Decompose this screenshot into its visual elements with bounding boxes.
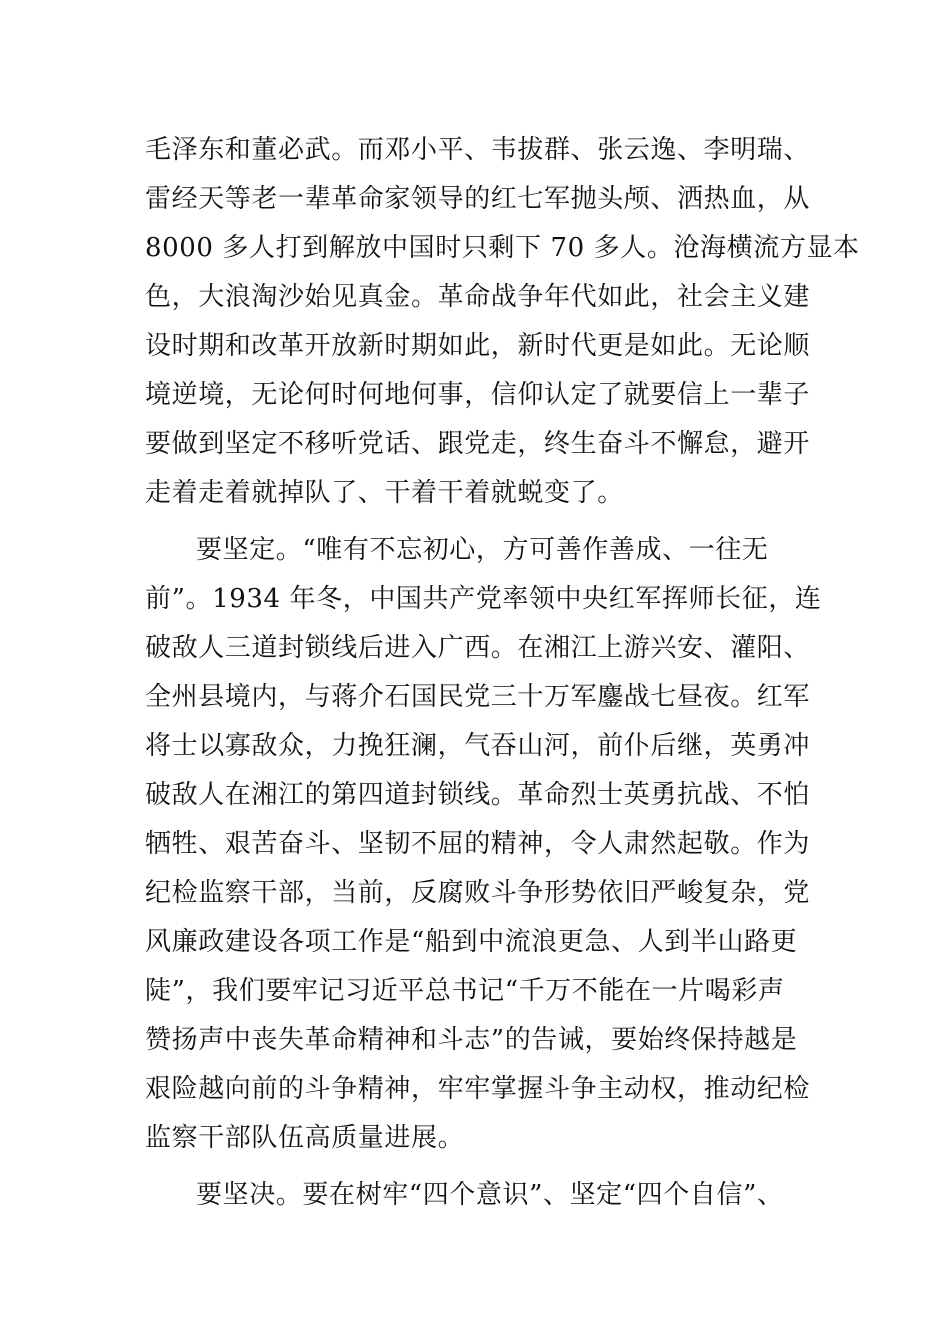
p1-line-2: 雷经天等老一辈革命家领导的红七军抛头颅、洒热血，从 [145,184,811,214]
p1-line-1: 毛泽东和董必武。而邓小平、韦拔群、张云逸、李明瑞、 [145,135,811,165]
p2-line-1: 要坚定。“唯有不忘初心，方可善作善成、一往无 [196,535,769,565]
p3-line-1: 要坚决。要在树牢“四个意识”、坚定“四个自信”、 [196,1180,784,1210]
p2-line-2: 前”。1934 年冬，中国共产党率领中央红军挥师长征，连 [145,584,822,614]
p2-line-9: 风廉政建设各项工作是“船到中流浪更急、人到半山路更 [145,927,798,957]
p2-line-4: 全州县境内，与蒋介石国民党三十万军鏖战七昼夜。红军 [145,682,811,712]
p1-line-6: 境逆境，无论何时何地何事，信仰认定了就要信上一辈子 [145,380,811,410]
p1-line-3: 8000 多人打到解放中国时只剩下 70 多人。沧海横流方显本 [145,233,860,263]
p2-line-7: 牺牲、艰苦奋斗、坚韧不屈的精神，令人肃然起敬。作为 [145,829,811,859]
p2-line-5: 将士以寡敌众，力挽狂澜，气吞山河，前仆后继，英勇冲 [145,731,811,761]
p2-line-10: 陡”，我们要牢记习近平总书记“千万不能在一片喝彩声 [145,976,785,1006]
p2-line-8: 纪检监察干部，当前，反腐败斗争形势依旧严峻复杂，党 [145,878,811,908]
p1-line-8: 走着走着就掉队了、干着干着就蜕变了。 [145,478,624,508]
p1-line-4: 色，大浪淘沙始见真金。革命战争年代如此，社会主义建 [145,282,811,312]
p2-line-11: 赞扬声中丧失革命精神和斗志”的告诫，要始终保持越是 [145,1025,798,1055]
p2-line-13: 监察干部队伍高质量进展。 [145,1123,465,1153]
p1-line-5: 设时期和改革开放新时期如此，新时代更是如此。无论顺 [145,331,811,361]
p2-line-3: 破敌人三道封锁线后进入广西。在湘江上游兴安、灌阳、 [145,633,811,663]
p2-line-12: 艰险越向前的斗争精神，牢牢掌握斗争主动权，推动纪检 [145,1074,811,1104]
p1-line-7: 要做到坚定不移听党话、跟党走，终生奋斗不懈怠，避开 [145,429,811,459]
p2-line-6: 破敌人在湘江的第四道封锁线。革命烈士英勇抗战、不怕 [145,780,811,810]
